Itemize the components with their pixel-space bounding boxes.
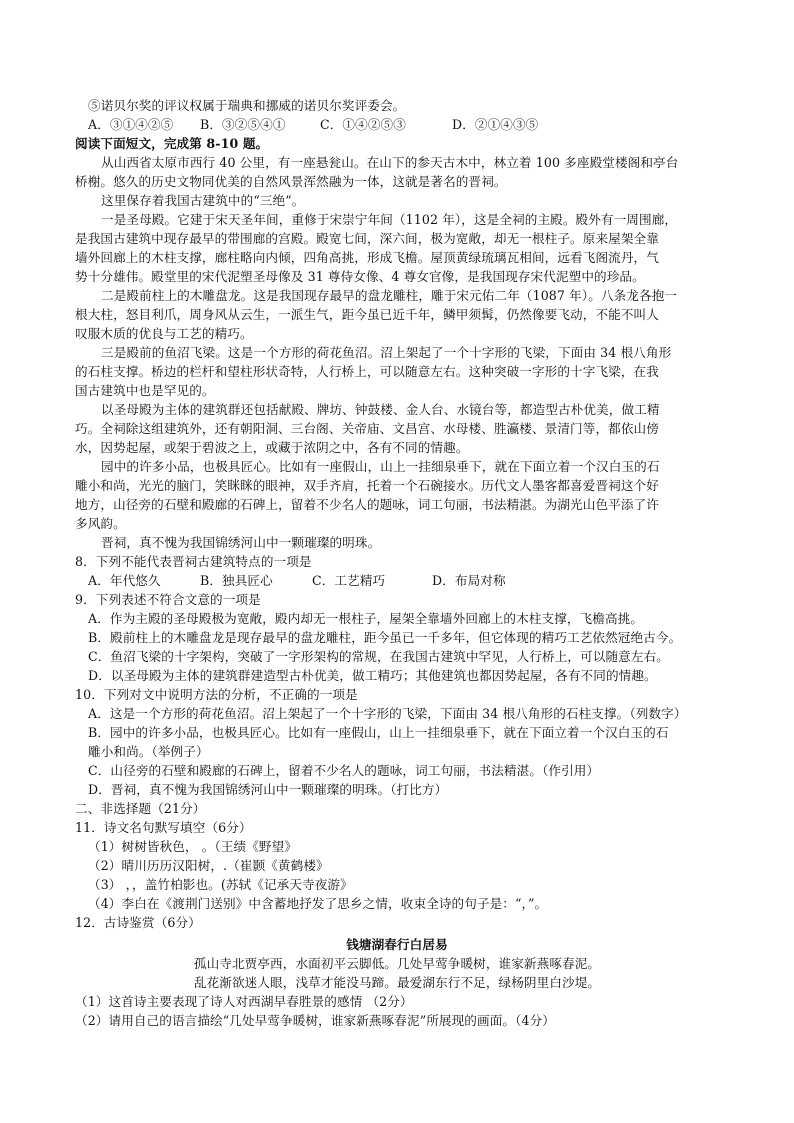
q10-stem: 10．下列对文中说明方法的分析，不正确的一项是	[75, 687, 358, 702]
q7-option-d: D．②①④③⑤	[452, 117, 539, 132]
passage-line: 这里保存着我国古建筑中的“三绝”。	[101, 193, 305, 208]
q10-option-b: B．园中的许多小品，也极具匠心。比如有一座假山，山上一挂细泉垂下，就在下面立着一个汉白玉的石	[88, 725, 669, 740]
q8-option-c: C．工艺精巧	[312, 573, 386, 588]
part2-heading: 二、非选择题（21分）	[75, 801, 206, 816]
passage-line: 水，因势起屋，或架于碧波之上，或藏于浓阴之中，各有不同的情趣。	[75, 440, 469, 455]
q9-option-b: B．殿前柱上的木雕盘龙是现存最早的盘龙雕柱，距今虽已一千多年，但它体现的精巧工艺依然冠绝古今。	[88, 630, 682, 645]
passage-line: 势十分雄伟。殿堂里的宋代泥塑圣母像及 31 尊侍女像、4 尊女官像，是我国现存宋代泥塑中的珍品。	[75, 269, 645, 284]
passage-line: 多风韵。	[75, 516, 126, 531]
poem-line: 孤山寺北贾亭西，水面初平云脚低。几处早莺争暖树，谁家新燕啄春泥。	[193, 956, 601, 971]
passage-line: 国古建筑中也是罕见的。	[75, 383, 215, 398]
passage-line: 雕小和尚，光光的脑门，笑眯眯的眼神，双手齐肩，托着一个石碗接水。历代文人墨客都喜爱晋祠这个好	[75, 478, 659, 493]
q7-statement-5: ⑤诺贝尔奖的评议权属于瑞典和挪威的诺贝尔奖评委会。	[88, 98, 406, 113]
passage-line: 从山西省太原市西行 40 公里，有一座悬瓮山。在山下的参天古木中，林立着 100 多座殿堂楼阁和亭台	[101, 155, 679, 170]
q7-options	[88, 115, 538, 134]
passage-line: 的石柱支撑。桥边的栏杆和望柱形状奇特，人行桥上，可以随意左右。这种突破一字形的十字飞梁，在我	[75, 364, 659, 379]
passage-line: 园中的许多小品，也极具匠心。比如有一座假山，山上一挂细泉垂下，就在下面立着一个汉白玉的石	[101, 459, 660, 474]
passage-line: 墙外回廊上的木柱支撑，廊柱略向内倾，四角高挑，形成飞檐。屋顶黄绿琉璃瓦相间，远看飞阁流丹，气	[75, 250, 659, 265]
passage-line: 巧。全祠除这组建筑外，还有朝阳洞、三台阁、关帝庙、文昌宫、水母楼、胜瀛楼、景清门等，都依山傍	[75, 421, 659, 436]
passage-line: 叹服木质的优良与工艺的精巧。	[75, 326, 253, 341]
q11-stem: 11．诗文名句默写填空（6分）	[75, 820, 252, 835]
reading-instruction: 阅读下面短文，完成第 8-10 题。	[75, 136, 269, 151]
q10-option-a: A．这是一个方形的荷花鱼沼。沼上架起了一个十字形的飞梁，下面由 34 根八角形的石柱支撑。（列数字）	[88, 706, 687, 721]
passage-line: 桥榭。悠久的历史文物同优美的自然风景浑然融为一体，这就是著名的晋祠。	[75, 174, 507, 189]
passage-line: 根大柱，怒目利爪，周身风从云生，一派生气，距今虽已近千年，鳞甲须髯，仍然像要飞动，不能不叫人	[75, 307, 659, 322]
q7-option-a: A．③①④②⑤	[88, 117, 174, 132]
q9-option-c: C．鱼沼飞梁的十字架构，突破了一字形架构的常规，在我国古建筑中罕见，人行桥上，可以随意左右。	[88, 649, 669, 664]
q12-question-1: （1）这首诗主要表现了诗人对西湖早春胜景的感情 （2分）	[75, 994, 413, 1009]
passage-line: 一是圣母殿。它建于宋天圣年间，重修于宋崇宁年间（1102 年），这是全祠的主殿。殿外有一周围廊，	[101, 212, 678, 227]
poem-title: 钱塘湖春行白居易	[346, 937, 448, 952]
q10-option-b-cont: 雕小和尚。（举例子）	[88, 744, 209, 759]
passage-line: 三是殿前的鱼沼飞梁。这是一个方形的荷花鱼沼。沼上架起了一个十字形的飞梁，下面由 34 根八角形	[101, 345, 672, 360]
q11-item-4: （4）李白在《渡荆门送别》中含蓄地抒发了思乡之情，收束全诗的句子是：“，”。	[88, 896, 548, 911]
passage-line: 是我国古建筑中现存最早的带围廊的宫殿。殿宽七间，深六间，极为宽敞，却无一根柱子。原来屋架全靠	[75, 231, 659, 246]
poem-line: 乱花渐欲迷人眼，浅草才能没马蹄。最爱湖东行不足，绿杨阴里白沙堤。	[193, 975, 601, 990]
q11-item-1: （1）树树皆秋色， 。（王绩《野望》	[88, 839, 298, 854]
q11-item-2: （2）晴川历历汉阳树，.（崔颢《黄鹤楼》	[88, 858, 329, 873]
q9-option-a: A．作为主殿的圣母殿极为宽敞，殿内却无一根柱子，屋架全靠墙外回廊上的木柱支撑，飞檐高挑。	[88, 611, 644, 626]
q8-option-b: B．独具匠心	[200, 573, 273, 588]
q7-option-b: B．③②⑤④①	[200, 117, 286, 132]
q9-stem: 9．下列表述不符合文意的一项是	[75, 592, 261, 607]
q8-options	[88, 571, 506, 590]
q8-option-d: D．布局对称	[432, 573, 506, 588]
q8-option-a: A．年代悠久	[88, 573, 161, 588]
q10-option-c: C．山径旁的石壁和殿廊的石碑上，留着不少名人的题咏，词工句丽，书法精湛。（作引用）	[88, 763, 600, 778]
q12-stem: 12．古诗鉴赏（6分）	[75, 915, 201, 930]
q8-stem: 8．下列不能代表晋祠古建筑特点的一项是	[75, 554, 312, 569]
passage-line: 地方，山径旁的石壁和殿廊的石碑上，留着不少名人的题咏，词工句丽，书法精湛。为湖光山色平添了许	[75, 497, 659, 512]
q12-question-2: （2）请用自己的语言描绘“几处早莺争暖树，谁家新燕啄春泥”所展现的画面。（4分）	[75, 1013, 555, 1028]
q10-option-d: D．晋祠，真不愧为我国锦绣河山中一颗璀璨的明珠。（打比方）	[88, 782, 448, 797]
q7-option-c: C．①④②⑤③	[320, 117, 406, 132]
q11-item-3: （3） ，，盖竹柏影也。(苏轼《记承天寺夜游》	[88, 877, 353, 892]
passage-line: 晋祠，真不愧为我国锦绣河山中一颗璀璨的明珠。	[101, 535, 381, 550]
passage-line: 以圣母殿为主体的建筑群还包括献殿、牌坊、钟鼓楼、金人台、水镜台等，都造型古朴优美，做工精	[101, 402, 660, 417]
passage-line: 二是殿前柱上的木雕盘龙。这是我国现存最早的盘龙雕柱，雕于宋元佑二年（1087 年）。八条龙各抱一	[101, 288, 678, 303]
q9-option-d: D．以圣母殿为主体的建筑群建造型古朴优美，做工精巧；其他建筑也都因势起屋，各有不同的情趣。	[88, 668, 657, 683]
